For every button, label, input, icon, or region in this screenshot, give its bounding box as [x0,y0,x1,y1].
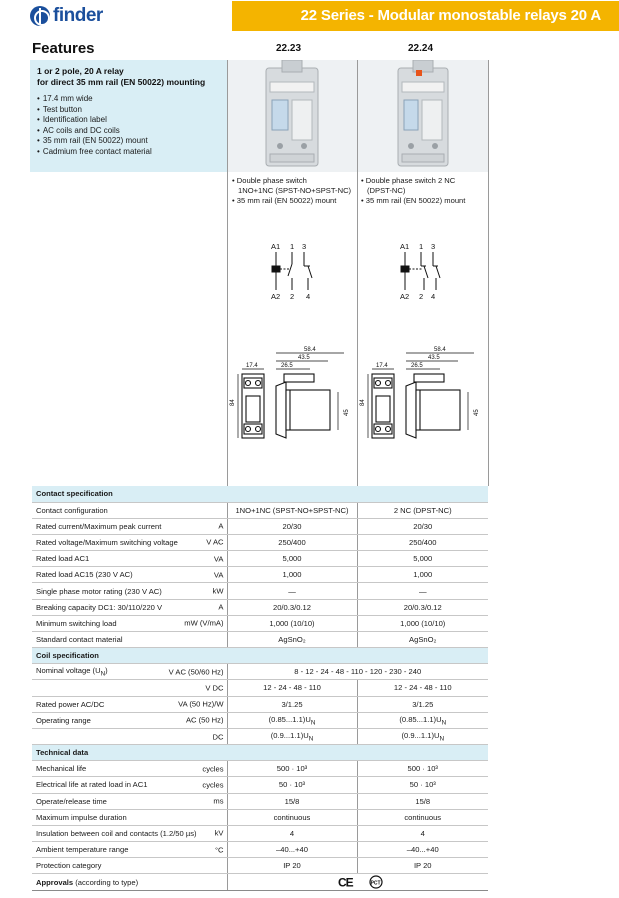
table-row [32,567,488,583]
features-heading: Features [32,40,95,57]
row-unit: VA (50 Hz)/W [178,699,224,709]
row-label: Standard contact material [36,635,123,645]
dimension-label: 45 [474,409,480,416]
cell-22-24: $(0.85...1.1)U_N$ [357,712,488,728]
dimension-label: 26.5 [411,363,423,369]
row-unit: V AC (50/60 Hz) [168,667,224,677]
brand-name: finder [53,5,103,26]
cell-22-23: 50 · 10³ [227,777,357,793]
row-label: Protection category [36,861,102,871]
features-list-item: • Test button [37,105,222,116]
table-row [32,696,488,712]
series-title-bar [232,1,619,31]
cell-22-23: –40...+40 [227,842,357,858]
section-header-row [32,486,488,502]
table-row [32,680,488,696]
cell-22-23: 1,000 [227,567,357,583]
cell-22-23: — [227,583,357,599]
svg-text:PCT: PCT [370,880,381,887]
cell-22-23: 1,000 (10/10) [227,615,357,631]
features-box [30,60,228,172]
column-divider [488,60,489,486]
dimension-label: 43.5 [428,355,440,361]
product-photo-22-24 [358,60,488,172]
cell-22-24: 3/1.25 [357,696,488,712]
dimension-drawing-22-23 [228,342,357,444]
table-row [32,583,488,599]
table-row [32,534,488,550]
terminal-label: 1 [419,242,424,251]
cell-22-23: 20/0.3/0.12 [227,599,357,615]
approvals-label: Approvals [36,877,74,887]
cell-22-23: 1NO+1NC (SPST-NO+SPST-NC) [227,502,357,518]
section-title: Coil specification [32,648,227,664]
column-heading-22-24: 22.24 [408,43,434,54]
cell-22-24: 250/400 [357,534,488,550]
terminal-label: A1 [271,242,281,251]
row-label: Insulation between coil and contacts (1.2/50 µs) [36,828,197,838]
description-22-24 [361,176,465,206]
dimension-label: 26.5 [281,363,293,369]
terminal-label: 4 [431,292,436,301]
description-line: • 35 mm rail (EN 50022) mount [361,196,466,205]
cell-22-23: AgSnO₂ [227,632,357,648]
cell-22-24: 50 · 10³ [357,777,488,793]
approvals-row [32,874,488,890]
description-22-23 [232,176,351,206]
cell-22-23: $(0.9...1.1)U_N$ [227,728,357,744]
row-label: Rated voltage/Maximum switching voltage [36,537,178,547]
row-label: Contact configuration [36,505,108,515]
dimension-label: 84 [360,399,366,406]
row-label: Rated load AC15 (230 V AC) [36,570,133,580]
dimension-label: 17.4 [376,363,388,369]
features-intro-line2: for direct 35 mm rail (EN 50022) mounting [37,77,206,87]
terminal-label: 3 [302,242,307,251]
ce-mark-icon [338,876,354,890]
cell-22-24: 12 - 24 - 48 - 110 [357,680,488,696]
table-row [32,502,488,518]
table-row [32,599,488,615]
table-row [32,761,488,777]
features-intro-line1: 1 or 2 pole, 20 A relay [37,66,124,76]
table-row [32,858,488,874]
description-line: (DPST-NC) [367,186,406,195]
row-unit: cycles [202,764,224,774]
cell-22-23: 500 · 10³ [227,761,357,777]
features-list-item: • AC coils and DC coils [37,126,222,137]
cell-22-24: 4 [357,825,488,841]
table-row [32,728,488,744]
cell-22-23: 3/1.25 [227,696,357,712]
terminal-label: 1 [290,242,295,251]
product-photo-22-23 [228,60,357,172]
row-label: Breaking capacity DC1: 30/110/220 V [36,602,163,612]
row-label: Rated load AC1 [36,554,90,564]
row-label: Operating range [36,715,91,725]
cell-22-23: continuous [227,809,357,825]
row-unit: V AC [206,537,224,547]
wiring-diagram-22-23 [228,232,357,312]
dimension-label: 17.4 [246,363,258,369]
table-row [32,777,488,793]
cell-22-24: 500 · 10³ [357,761,488,777]
cell-22-23: 4 [227,825,357,841]
row-label: Operate/release time [36,796,107,806]
row-unit: ms [213,796,224,806]
finder-logo-icon [30,6,50,26]
row-unit: cycles [202,780,224,790]
section-header-row [32,648,488,664]
brand-logo [30,5,103,27]
cell-22-23: 15/8 [227,793,357,809]
row-unit: mW (V/mA) [184,618,224,628]
dimension-label: 58.4 [434,347,446,353]
row-unit: A [218,521,224,531]
column-heading-22-23: 22.23 [276,43,302,54]
features-list-item: • Cadmium free contact material [37,147,222,158]
row-unit: °C [214,845,224,855]
row-label: Ambient temperature range [36,845,129,855]
table-row [32,518,488,534]
cell-22-24: 5,000 [357,551,488,567]
approval-marks [227,874,488,890]
cell-22-23: $(0.85...1.1)U_N$ [227,712,357,728]
description-line: 1NO+1NC (SPST-NO+SPST-NC) [238,186,352,195]
row-label: Minimum switching load [36,618,117,628]
dimension-label: 45 [344,409,350,416]
specification-table [32,486,488,891]
row-unit: AC (50 Hz) [185,715,224,725]
pct-mark-icon [370,876,382,888]
dimension-label: 43.5 [298,355,310,361]
cell-22-24: –40...+40 [357,842,488,858]
approvals-note: (according to type) [73,877,139,887]
cell-both: 8 - 12 - 24 - 48 - 110 - 120 - 230 - 240 [227,664,488,680]
row-label: Mechanical life [36,764,87,774]
series-title: 22 Series - Modular monostable relays 20 A [300,7,601,24]
row-unit: VA [213,554,224,564]
terminal-label: A2 [400,292,410,301]
cell-22-24: 2 NC (DPST-NC) [357,502,488,518]
dimension-drawing-22-24 [358,342,488,444]
cell-22-23: IP 20 [227,858,357,874]
table-row [32,825,488,841]
row-unit: DC [212,732,224,742]
features-list-item: • Identification label [37,115,222,126]
row-unit: VA [213,570,224,580]
cell-22-24: IP 20 [357,858,488,874]
dimension-label: 58.4 [304,347,316,353]
terminal-label: 4 [306,292,311,301]
row-label: Rated power AC/DC [36,699,105,709]
table-row [32,551,488,567]
row-label: Rated current/Maximum peak current [36,521,162,531]
terminal-label: A2 [271,292,281,301]
cell-22-24: AgSnO₂ [357,632,488,648]
cell-22-24: 20/30 [357,518,488,534]
description-line: • Double phase switch [232,176,307,185]
row-label: Electrical life at rated load in AC1 [36,780,148,790]
section-header-row [32,745,488,761]
features-list [37,94,222,157]
cell-22-24: 1,000 (10/10) [357,615,488,631]
table-row [32,632,488,648]
terminal-label: 2 [419,292,424,301]
features-list-item: • 35 mm rail (EN 50022) mount [37,136,222,147]
cell-22-24: — [357,583,488,599]
cell-22-24: 20/0.3/0.12 [357,599,488,615]
row-label: Maximum impulse duration [36,812,127,822]
dimension-label: 84 [230,399,236,406]
description-line: • 35 mm rail (EN 50022) mount [232,196,337,205]
terminal-label: 2 [290,292,295,301]
description-line: • Double phase switch 2 NC [361,176,456,185]
section-title: Technical data [32,745,227,761]
section-title: Contact specification [32,486,227,502]
page-header [0,0,619,32]
table-row [32,793,488,809]
svg-text:CE: CE [337,875,353,890]
cell-22-23: 12 - 24 - 48 - 110 [227,680,357,696]
cell-22-24: continuous [357,809,488,825]
table-row [32,712,488,728]
cell-22-23: 20/30 [227,518,357,534]
wiring-diagram-22-24 [358,232,488,312]
cell-22-24: 1,000 [357,567,488,583]
terminal-label: A1 [400,242,410,251]
row-label: Nominal voltage $(U_N)$ [36,666,108,678]
row-unit: kW [212,586,224,596]
row-unit: V DC [205,683,224,693]
row-label: Single phase motor rating (230 V AC) [36,586,162,596]
table-row [32,664,488,680]
cell-22-24: $(0.9...1.1)U_N$ [357,728,488,744]
features-list-item: • 17.4 mm wide [37,94,222,105]
row-unit: kV [214,828,224,838]
table-row [32,842,488,858]
cell-22-24: 15/8 [357,793,488,809]
terminal-label: 3 [431,242,436,251]
cell-22-23: 5,000 [227,551,357,567]
cell-22-23: 250/400 [227,534,357,550]
row-unit: A [218,602,224,612]
table-row [32,615,488,631]
table-row [32,809,488,825]
